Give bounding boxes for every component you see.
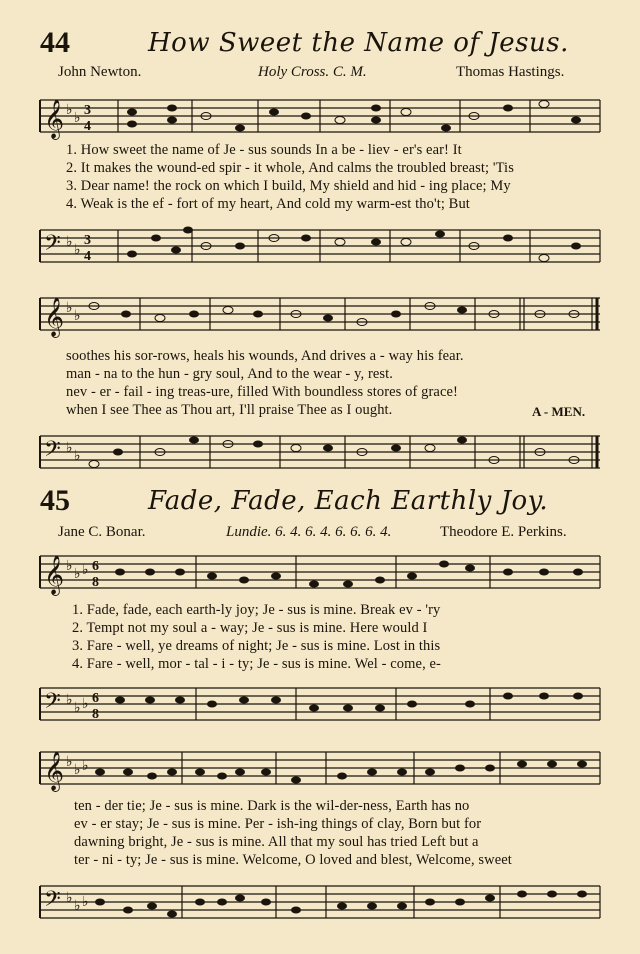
hymn-number: 44 <box>40 26 70 59</box>
verse-line: when I see Thee as Thou art, I'll praise Thee as I ought. <box>66 402 393 418</box>
music-credit: Thomas Hastings. <box>456 64 565 80</box>
svg-text:♭: ♭ <box>66 300 73 316</box>
verse-line: dawning bright, Je - sus is mine. All that my soul has tried Left but a <box>74 834 479 850</box>
svg-text:♭: ♭ <box>74 700 81 716</box>
treble-staff <box>0 548 640 596</box>
verse-line: man - na to the hun - gry soul, And to the wear - y, rest. <box>66 366 394 382</box>
svg-text:𝄢: 𝄢 <box>44 231 61 261</box>
svg-text:𝄞: 𝄞 <box>44 99 65 139</box>
verse-line: ev - er stay; Je - sus is mine. Per - ish-ing things of clay, Born but for <box>74 816 482 832</box>
svg-text:♭: ♭ <box>74 448 81 464</box>
tune-name: Lundie. 6. 4. 6. 4. 6. 6. 6. 4. <box>226 524 392 540</box>
svg-text:8: 8 <box>92 575 99 590</box>
svg-text:𝄢: 𝄢 <box>44 437 61 467</box>
bass-staff <box>0 874 640 930</box>
verse-line: 1. Fade, fade, each earth-ly joy; Je - sus is mine. Break ev - 'ry <box>72 602 441 618</box>
words-credit: Jane C. Bonar. <box>58 524 146 540</box>
svg-text:♭: ♭ <box>66 440 73 456</box>
svg-text:𝄢: 𝄢 <box>44 689 61 719</box>
svg-text:♭: ♭ <box>82 696 89 712</box>
svg-text:♭: ♭ <box>66 558 73 574</box>
hymn-number: 45 <box>40 484 70 517</box>
verse-line: 1. How sweet the name of Je - sus sounds In a be - liev - er's ear! It <box>66 142 462 158</box>
bass-staff <box>0 424 640 472</box>
svg-text:3: 3 <box>84 103 91 118</box>
tune-name: Holy Cross. C. M. <box>258 64 367 80</box>
svg-text:𝄢: 𝄢 <box>44 887 61 917</box>
svg-text:♭: ♭ <box>74 566 81 582</box>
verse-line: soothes his sor-rows, heals his wounds, And drives a - way his fear. <box>66 348 464 364</box>
verse-line: 3. Fare - well, ye dreams of night; Je - sus is mine. Lost in this <box>72 638 441 654</box>
svg-text:♭: ♭ <box>66 754 73 770</box>
words-credit: John Newton. <box>58 64 142 80</box>
svg-text:♭: ♭ <box>74 242 81 258</box>
music-credit: Theodore E. Perkins. <box>440 524 567 540</box>
svg-text:♭: ♭ <box>82 894 89 910</box>
svg-text:4: 4 <box>84 119 91 134</box>
hymn-title: How Sweet the Name of Jesus. <box>148 28 569 58</box>
bass-staff <box>0 218 640 266</box>
svg-text:𝄞: 𝄞 <box>44 297 65 337</box>
hymn-title: Fade, Fade, Each Earthly Joy. <box>148 486 549 516</box>
verse-line: ten - der tie; Je - sus is mine. Dark is the wil-der-ness, Earth has no <box>74 798 470 814</box>
svg-text:8: 8 <box>92 707 99 722</box>
svg-text:𝄞: 𝄞 <box>44 555 65 595</box>
bass-staff <box>0 676 640 724</box>
svg-text:♭: ♭ <box>74 898 81 914</box>
verse-line: 2. It makes the wound-ed spir - it whole, And calms the troubled breast; 'Tis <box>66 160 514 176</box>
verse-line: nev - er - fail - ing treas-ure, filled With boundless stores of grace! <box>66 384 458 400</box>
svg-text:♭: ♭ <box>66 102 73 118</box>
verse-line: 4. Weak is the ef - fort of my heart, And cold my warm-est tho't; But <box>66 196 470 212</box>
verse-line: 2. Tempt not my soul a - way; Je - sus is mine. Here would I <box>72 620 428 636</box>
svg-text:♭: ♭ <box>66 234 73 250</box>
svg-text:6: 6 <box>92 691 99 706</box>
svg-text:♭: ♭ <box>74 110 81 126</box>
svg-text:4: 4 <box>84 249 91 264</box>
svg-text:♭: ♭ <box>82 758 89 774</box>
amen-label: A - MEN. <box>532 404 586 419</box>
svg-text:3: 3 <box>84 233 91 248</box>
verse-line: 4. Fare - well, mor - tal - i - ty; Je - sus is mine. Wel - come, e- <box>72 656 441 672</box>
svg-text:♭: ♭ <box>66 890 73 906</box>
treble-staff <box>0 744 640 792</box>
verse-line: 3. Dear name! the rock on which I build, My shield and hid - ing place; My <box>66 178 511 194</box>
svg-text:♭: ♭ <box>66 692 73 708</box>
svg-text:♭: ♭ <box>74 762 81 778</box>
verse-line: ter - ni - ty; Je - sus is mine. Welcome, O loved and blest, Welcome, sweet <box>74 852 512 868</box>
treble-staff <box>0 92 640 140</box>
svg-text:6: 6 <box>92 559 99 574</box>
svg-text:♭: ♭ <box>74 308 81 324</box>
svg-text:𝄞: 𝄞 <box>44 751 65 791</box>
treble-staff <box>0 290 640 338</box>
svg-text:♭: ♭ <box>82 562 89 578</box>
